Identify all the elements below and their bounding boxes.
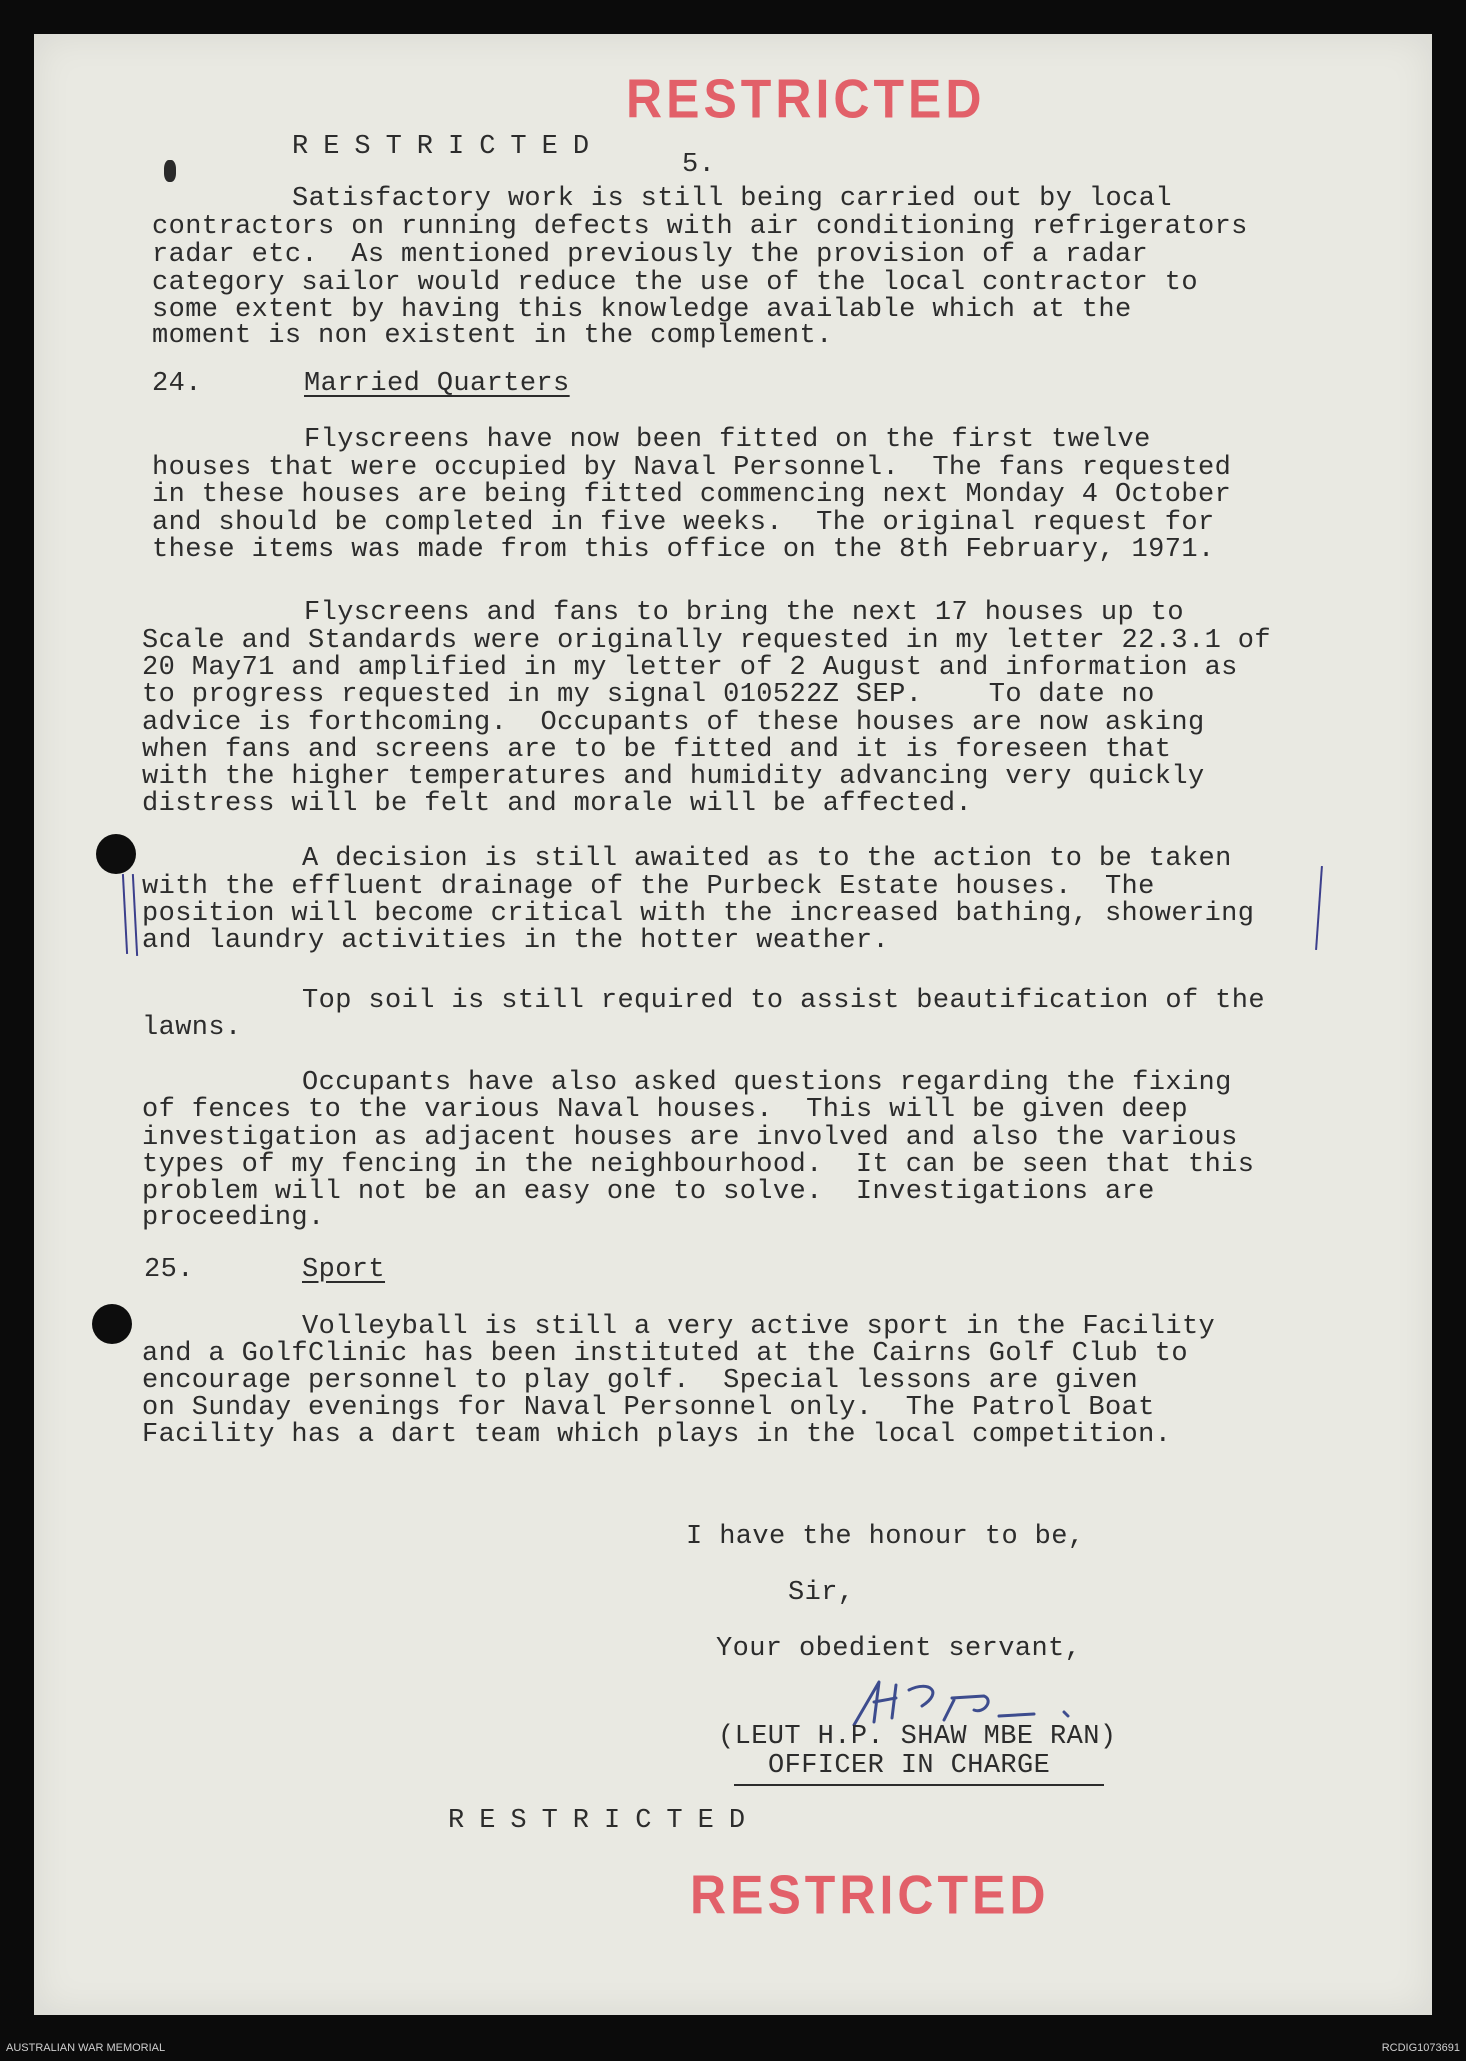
s24-p3-line-1: A decision is still awaited as to the action to be taken: [302, 844, 1232, 874]
header-classification: RESTRICTED: [292, 132, 605, 162]
s24-p2-line-5: advice is forthcoming. Occupants of these houses are now asking: [142, 708, 1205, 738]
s24-p2-line-4: to progress requested in my signal 010522Z SEP. To date no: [142, 680, 1155, 710]
page-number: 5.: [682, 150, 716, 180]
archive-label-right: RCDIG1073691: [1381, 2042, 1460, 2054]
s24-p2-line-8: distress will be felt and morale will be affected.: [142, 789, 973, 819]
intro-line-2: contractors on running defects with air conditioning refrigerators: [152, 212, 1248, 242]
intro-line-4: category sailor would reduce the use of the local contractor to: [152, 268, 1198, 298]
section-24-number: 24.: [152, 369, 202, 399]
section-25-number: 25.: [144, 1255, 194, 1285]
s24-p4-line-2: lawns.: [142, 1013, 242, 1043]
s24-p1-line-1: Flyscreens have now been fitted on the first twelve: [304, 425, 1151, 455]
restricted-stamp-bottom: RESTRICTED: [690, 1864, 1050, 1926]
archive-label-left: AUSTRALIAN WAR MEMORIAL: [6, 2042, 166, 2054]
s24-p1-line-3: in these houses are being fitted commencing next Monday 4 October: [152, 480, 1232, 510]
intro-line-5: some extent by having this knowledge available which at the: [152, 295, 1132, 325]
s25-p1-line-4: on Sunday evenings for Naval Personnel only. The Patrol Boat: [142, 1393, 1155, 1423]
closing-sir: Sir,: [788, 1578, 855, 1608]
punch-hole-bottom: [92, 1304, 132, 1344]
s24-p5-line-4: types of my fencing in the neighbourhood. It can be seen that this: [142, 1150, 1255, 1180]
s24-p1-line-2: houses that were occupied by Naval Personnel. The fans requested: [152, 453, 1232, 483]
s24-p5-line-3: investigation as adjacent houses are involved and also the various: [142, 1123, 1238, 1153]
s24-p3-line-3: position will become critical with the increased bathing, showering: [142, 899, 1255, 929]
staple-mark: [164, 160, 176, 182]
s24-p1-line-4: and should be completed in five weeks. The original request for: [152, 508, 1215, 538]
s24-p2-line-7: with the higher temperatures and humidity advancing very quickly: [142, 762, 1205, 792]
intro-line-1: Satisfactory work is still being carried out by local: [292, 184, 1172, 214]
section-24-title: Married Quarters: [304, 369, 570, 399]
s24-p5-line-1: Occupants have also asked questions regarding the fixing: [302, 1068, 1232, 1098]
s24-p5-line-5: problem will not be an easy one to solve. Investigations are: [142, 1177, 1155, 1207]
margin-mark-left-1: [122, 874, 128, 954]
s24-p4-line-1: Top soil is still required to assist beautification of the: [302, 986, 1265, 1016]
punch-hole-top: [96, 834, 136, 874]
document-page: [34, 34, 1432, 2015]
footer-classification: RESTRICTED: [448, 1806, 761, 1836]
s24-p3-line-4: and laundry activities in the hotter weather.: [142, 926, 890, 956]
s24-p5-line-6: proceeding.: [142, 1203, 325, 1233]
margin-mark-right: [1315, 866, 1323, 950]
intro-line-6: moment is non existent in the complement.: [152, 321, 833, 351]
closing-servant: Your obedient servant,: [716, 1634, 1082, 1664]
closing-honour: I have the honour to be,: [686, 1522, 1085, 1552]
signatory-title: OFFICER IN CHARGE: [768, 1751, 1051, 1781]
s24-p2-line-2: Scale and Standards were originally requested in my letter 22.3.1 of: [142, 626, 1271, 656]
margin-mark-left-2: [132, 874, 138, 956]
s24-p2-line-1: Flyscreens and fans to bring the next 17 houses up to: [304, 598, 1184, 628]
signatory-name: (LEUT H.P. SHAW MBE RAN): [718, 1722, 1117, 1752]
signatory-underline: [734, 1784, 1104, 1786]
s25-p1-line-5: Facility has a dart team which plays in the local competition.: [142, 1420, 1172, 1450]
s24-p1-line-5: these items was made from this office on the 8th February, 1971.: [152, 535, 1215, 565]
s25-p1-line-3: encourage personnel to play golf. Special lessons are given: [142, 1366, 1139, 1396]
section-25-title: Sport: [302, 1255, 386, 1285]
intro-line-3: radar etc. As mentioned previously the provision of a radar: [152, 240, 1149, 270]
s24-p5-line-2: of fences to the various Naval houses. This will be given deep: [142, 1095, 1188, 1125]
s25-p1-line-1: Volleyball is still a very active sport in the Facility: [302, 1312, 1216, 1342]
s24-p2-line-3: 20 May71 and amplified in my letter of 2 August and information as: [142, 653, 1238, 683]
s25-p1-line-2: and a GolfClinic has been instituted at the Cairns Golf Club to: [142, 1339, 1188, 1369]
restricted-stamp-top: RESTRICTED: [626, 68, 986, 130]
s24-p3-line-2: with the effluent drainage of the Purbeck Estate houses. The: [142, 872, 1155, 902]
s24-p2-line-6: when fans and screens are to be fitted and it is foreseen that: [142, 735, 1172, 765]
